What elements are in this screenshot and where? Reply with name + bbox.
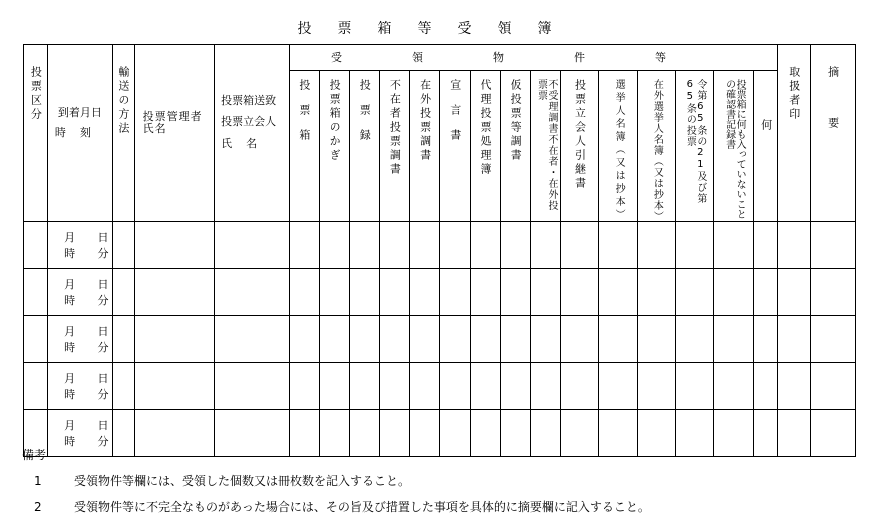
- entry-cell[interactable]: [530, 222, 560, 269]
- entry-cell[interactable]: [349, 316, 379, 363]
- table-row: [24, 269, 856, 316]
- entry-cell[interactable]: [349, 269, 379, 316]
- entry-cell[interactable]: [134, 269, 214, 316]
- entry-cell[interactable]: [675, 316, 713, 363]
- entry-cell[interactable]: [637, 222, 675, 269]
- entry-cell[interactable]: [500, 316, 530, 363]
- item-header: 宣言書: [440, 71, 470, 222]
- entry-cell[interactable]: [470, 316, 500, 363]
- item-header: 何: [754, 71, 778, 222]
- item-header: 在外投票調書: [410, 71, 440, 222]
- entry-cell[interactable]: [289, 269, 319, 316]
- item-header: 投票箱: [289, 71, 319, 222]
- entry-cell[interactable]: [500, 363, 530, 410]
- entry-cell[interactable]: [778, 269, 810, 316]
- entry-cell[interactable]: [24, 316, 48, 363]
- entry-cell[interactable]: [319, 316, 349, 363]
- note-item: 1 受領物件等欄には、受領した個数又は冊枚数を記入すること。: [34, 474, 411, 488]
- date-label-hour: 時: [64, 247, 76, 260]
- entry-cell[interactable]: [380, 316, 410, 363]
- item-header: 不在者投票調書: [380, 71, 410, 222]
- entry-cell[interactable]: [637, 269, 675, 316]
- table-row: [24, 222, 856, 269]
- entry-cell[interactable]: [134, 222, 214, 269]
- entry-cell[interactable]: [754, 222, 778, 269]
- entry-cell[interactable]: [289, 316, 319, 363]
- entry-cell[interactable]: [675, 222, 713, 269]
- entry-cell[interactable]: [319, 269, 349, 316]
- table-row: [24, 363, 856, 410]
- entry-cell[interactable]: [810, 316, 855, 363]
- item-header: 仮投票等調書: [500, 71, 530, 222]
- entry-cell[interactable]: [24, 363, 48, 410]
- item-header: 選挙人名簿（又は抄本）: [599, 71, 637, 222]
- date-label-month: 月: [64, 325, 76, 338]
- date-label-day: 日: [97, 231, 109, 244]
- entry-cell[interactable]: [810, 222, 855, 269]
- date-label-minute: 分: [97, 388, 109, 401]
- notes-heading: 備考: [22, 448, 47, 462]
- entry-cell[interactable]: [289, 222, 319, 269]
- date-label-hour: 時: [64, 341, 76, 354]
- date-label-minute: 分: [97, 435, 109, 448]
- date-label-day: 日: [97, 372, 109, 385]
- entry-cell[interactable]: [561, 316, 599, 363]
- entry-cell[interactable]: [440, 363, 470, 410]
- entry-cell[interactable]: [470, 363, 500, 410]
- entry-cell[interactable]: [675, 410, 713, 457]
- entry-cell[interactable]: [410, 269, 440, 316]
- entry-cell[interactable]: [637, 316, 675, 363]
- entry-cell[interactable]: [134, 363, 214, 410]
- entry-cell[interactable]: [754, 269, 778, 316]
- item-header: 投票録: [349, 71, 379, 222]
- arrival-date-cell[interactable]: [48, 316, 112, 363]
- entry-cell[interactable]: [440, 222, 470, 269]
- entry-cell[interactable]: [754, 410, 778, 457]
- item-header: 代理投票処理簿: [470, 71, 500, 222]
- entry-cell[interactable]: [215, 316, 289, 363]
- entry-cell[interactable]: [561, 222, 599, 269]
- entry-cell[interactable]: [349, 222, 379, 269]
- date-label-hour: 時: [64, 435, 76, 448]
- header-escort: 投票箱送致 投票立会人 氏名: [215, 45, 289, 222]
- entry-cell[interactable]: [440, 316, 470, 363]
- date-label-minute: 分: [97, 294, 109, 307]
- entry-cell[interactable]: [410, 222, 440, 269]
- entry-cell[interactable]: [24, 269, 48, 316]
- entry-cell[interactable]: [319, 363, 349, 410]
- entry-cell[interactable]: [599, 316, 637, 363]
- date-label-hour: 時: [64, 294, 76, 307]
- entry-cell[interactable]: [713, 316, 753, 363]
- entry-cell[interactable]: [289, 363, 319, 410]
- entry-cell[interactable]: [599, 363, 637, 410]
- arrival-date-cell[interactable]: [48, 269, 112, 316]
- entry-cell[interactable]: [380, 222, 410, 269]
- item-header: 投票箱に何も入っていないことの確認書記録書: [713, 71, 753, 222]
- entry-cell[interactable]: [810, 410, 855, 457]
- entry-cell[interactable]: [470, 269, 500, 316]
- entry-cell[interactable]: [713, 222, 753, 269]
- entry-cell[interactable]: [470, 222, 500, 269]
- item-header: 投票箱のかぎ: [319, 71, 349, 222]
- entry-cell[interactable]: [24, 222, 48, 269]
- entry-cell[interactable]: [713, 269, 753, 316]
- header-group: 受領物件等: [289, 45, 778, 71]
- entry-cell[interactable]: [319, 222, 349, 269]
- entry-cell[interactable]: [778, 316, 810, 363]
- entry-cell[interactable]: [530, 363, 560, 410]
- entry-cell[interactable]: [112, 269, 134, 316]
- item-header: 令第65条の21及び第65条の投票: [675, 71, 713, 222]
- entry-cell[interactable]: [713, 363, 753, 410]
- entry-cell[interactable]: [112, 222, 134, 269]
- note-item: 2 受領物件等に不完全なものがあった場合には、その旨及び措置した事項を具体的に摘要欄に記入すること。: [34, 500, 650, 514]
- date-label-month: 月: [64, 372, 76, 385]
- entry-cell[interactable]: [675, 363, 713, 410]
- entry-cell[interactable]: [561, 269, 599, 316]
- entry-cell[interactable]: [380, 363, 410, 410]
- arrival-date-cell[interactable]: [48, 222, 112, 269]
- item-header: 投票立会人引継書: [561, 71, 599, 222]
- entry-cell[interactable]: [810, 363, 855, 410]
- entry-cell[interactable]: [410, 316, 440, 363]
- date-label-day: 日: [97, 419, 109, 432]
- entry-cell[interactable]: [778, 363, 810, 410]
- table-row: [24, 316, 856, 363]
- date-label-month: 月: [64, 278, 76, 291]
- entry-cell[interactable]: [112, 316, 134, 363]
- date-label-day: 日: [97, 278, 109, 291]
- header-manager: 投票管理者氏名: [134, 45, 214, 222]
- item-header: 在外選挙人名簿（又は抄本）: [637, 71, 675, 222]
- entry-cell[interactable]: [215, 269, 289, 316]
- header-arrival: 到着月日 時刻: [48, 45, 112, 222]
- entry-cell[interactable]: [530, 269, 560, 316]
- date-label-month: 月: [64, 419, 76, 432]
- entry-cell[interactable]: [215, 222, 289, 269]
- entry-cell[interactable]: [440, 269, 470, 316]
- notes: [22, 446, 650, 524]
- date-label-minute: 分: [97, 247, 109, 260]
- date-label-minute: 分: [97, 341, 109, 354]
- header-handler: 取扱者印: [778, 45, 810, 222]
- entry-cell[interactable]: [713, 410, 753, 457]
- entry-cell[interactable]: [754, 363, 778, 410]
- entry-cell[interactable]: [500, 222, 530, 269]
- entry-cell[interactable]: [561, 363, 599, 410]
- entry-cell[interactable]: [500, 269, 530, 316]
- arrival-date-cell[interactable]: [48, 363, 112, 410]
- date-label-hour: 時: [64, 388, 76, 401]
- entry-cell[interactable]: [637, 363, 675, 410]
- entry-cell[interactable]: [599, 269, 637, 316]
- date-label-day: 日: [97, 325, 109, 338]
- entry-cell[interactable]: [778, 410, 810, 457]
- item-header: 不受理調書不在者・在外投票票: [530, 71, 560, 222]
- entry-cell[interactable]: [112, 363, 134, 410]
- entry-cell[interactable]: [810, 269, 855, 316]
- header-remarks: 摘要: [810, 45, 855, 222]
- header-transport: 輸送の方法: [112, 45, 134, 222]
- receipt-table: [23, 44, 856, 457]
- entry-cell[interactable]: [778, 222, 810, 269]
- entry-cell[interactable]: [349, 363, 379, 410]
- page-title: 投票箱等受領簿: [297, 21, 578, 37]
- entry-cell[interactable]: [754, 316, 778, 363]
- entry-cell[interactable]: [530, 316, 560, 363]
- header-ballot-area: 投票区分: [24, 45, 48, 222]
- entry-cell[interactable]: [134, 316, 214, 363]
- entry-cell[interactable]: [675, 269, 713, 316]
- entry-cell[interactable]: [410, 363, 440, 410]
- entry-cell[interactable]: [599, 222, 637, 269]
- entry-cell[interactable]: [380, 269, 410, 316]
- entry-cell[interactable]: [215, 363, 289, 410]
- date-label-month: 月: [64, 231, 76, 244]
